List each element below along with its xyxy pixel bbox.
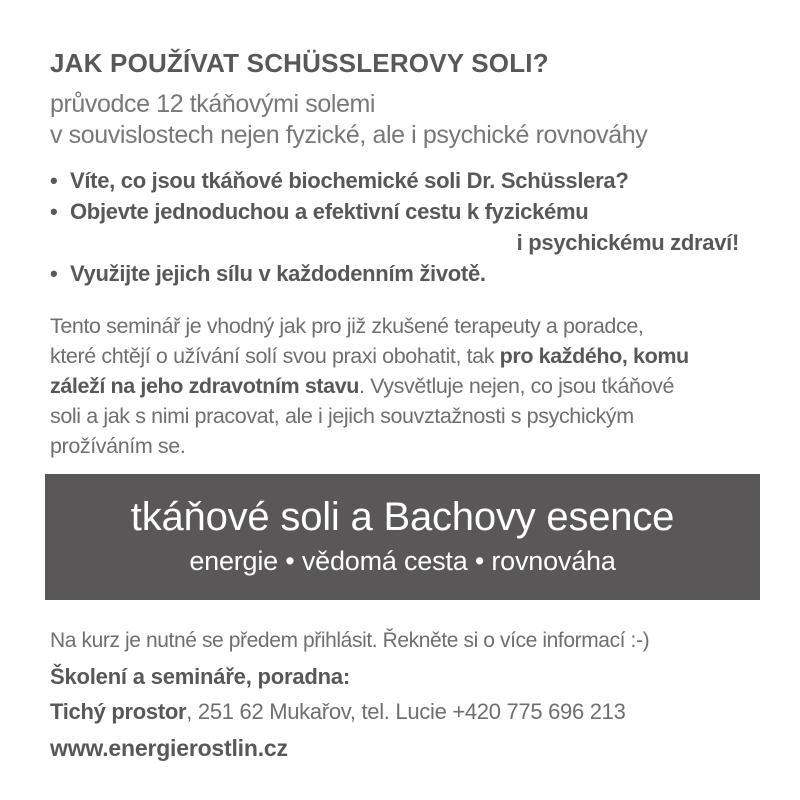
bullet-marker: • [50, 199, 58, 224]
bullet-item-1 [50, 165, 755, 196]
bullet-marker: • [50, 168, 58, 193]
bullet-item-2 [50, 196, 755, 227]
subtitle-line-1: průvodce 12 tkáňovými solemi [50, 90, 376, 118]
banner [45, 474, 760, 600]
venue-line [50, 698, 755, 725]
description-paragraph [50, 311, 755, 461]
bullet-list [50, 165, 755, 289]
paragraph-line-2-regular: které chtějí o užívání solí svou praxi obohatit, tak [50, 344, 500, 368]
paragraph-line-5: prožíváním se. [50, 434, 186, 458]
paragraph-line-1: Tento seminář je vhodný jak pro již zkušené terapeuty a poradce, [50, 314, 644, 338]
paragraph-line-4: soli a jak s nimi pracovat, ale i jejich souvztažnosti s psychickým [50, 404, 634, 428]
paragraph-line-3-regular: . Vysvětluje nejen, co jsou tkáňové [359, 374, 675, 398]
subtitle-line-2: v souvislostech nejen fyzické, ale i psychické rovnováhy [50, 121, 648, 149]
paragraph-line-2 [50, 341, 755, 371]
bullet-item-3 [50, 258, 755, 289]
footer-heading: Školení a semináře, poradna: [50, 664, 351, 689]
banner-title: tkáňové soli a Bachovy esence [130, 495, 675, 539]
paragraph-line-2-bold: pro každého, komu [499, 344, 689, 368]
website-url: www.energierostlin.cz [50, 735, 288, 761]
bullet-item-3-text: Využijte jejich sílu v každodenním životě. [70, 261, 486, 286]
subtitle [50, 89, 755, 151]
bullet-marker: • [50, 261, 58, 286]
venue-details: , 251 62 Mukařov, tel. Lucie +420 775 696 213 [186, 699, 626, 724]
bullet-item-2-text: Objevte jednoduchou a efektivní cestu k fyzickému [70, 199, 589, 224]
page-title: JAK POUŽÍVAT SCHÜSSLEROVY SOLI? [50, 48, 549, 78]
paragraph-line-3 [50, 371, 755, 401]
bullet-item-1-text: Víte, co jsou tkáňové biochemické soli Dr. Schüsslera? [70, 168, 629, 193]
flyer-content [0, 48, 800, 762]
bullet-item-2-continuation: i psychickému zdraví! [516, 230, 739, 255]
banner-subtitle: energie • vědomá cesta • rovnováha [189, 546, 616, 576]
paragraph-line-3-bold: záleží na jeho zdravotním stavu [50, 374, 359, 398]
signup-note: Na kurz je nutné se předem přihlásit. Řekněte si o více informací :-) [50, 629, 650, 652]
venue-name: Tichý prostor [50, 699, 187, 724]
